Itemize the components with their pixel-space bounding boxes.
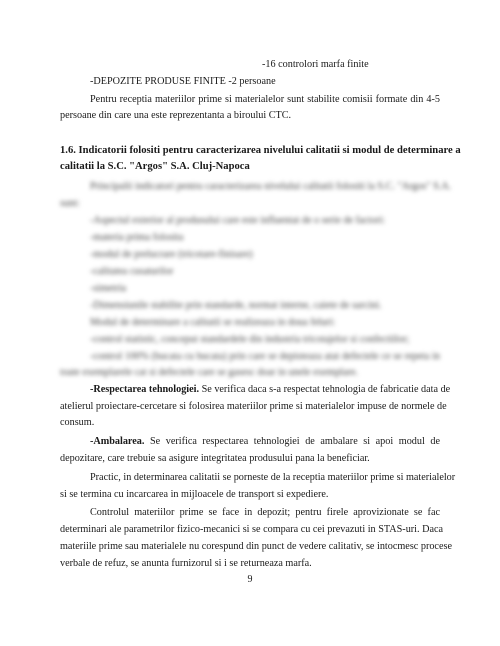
blurred-line: sunt: xyxy=(60,198,80,209)
tehnologie-rest: Se verifica daca s-a respectat tehnologia de fabricatie data de xyxy=(199,384,451,395)
ambalare-rest: Se verifica respectarea tehnologiei de ambalare si apoi modul de xyxy=(144,436,440,447)
practic-line-2: si se termina cu incarcarea in mijloacele de transport si expediere. xyxy=(60,489,329,500)
control-line-1: Controlul materiilor prime se face in depozit; pentru firele aprovizionate se fac xyxy=(90,507,440,518)
blurred-line: -calitatea cusaturilor xyxy=(90,266,174,277)
blurred-line: -materia prima folosita xyxy=(90,232,184,243)
blurred-line: -Dimensiunile stabilite prin standarde, normat interne, caiete de sarcini. xyxy=(90,300,382,311)
receptie-line-1: Pentru receptia materiilor prime si materialelor sunt stabilite comisii formate din 4-5 xyxy=(90,94,440,105)
blurred-line: Modul de determinare a calitatii se realizeaza in doua feluri: xyxy=(90,317,336,328)
control-line-3: materiile prime sau materialele nu corespund din punct de vedere calitativ, se intocmesc procese xyxy=(60,541,452,552)
depozite-line: -DEPOZITE PRODUSE FINITE -2 persoane xyxy=(90,76,276,87)
section-heading-line-2: calitatii la S.C. "Argos" S.A. Cluj-Napoca xyxy=(60,161,250,172)
practic-line-1: Practic, in determinarea calitatii se porneste de la receptia materiilor prime si materialelor xyxy=(90,472,456,483)
receptie-line-2: persoane din care una este reprezentanta a biroului CTC. xyxy=(60,110,292,121)
blurred-line: -control statistic, conceput standardele din industria tricotajelor si confectiilor; xyxy=(90,334,410,345)
page-number: 9 xyxy=(247,574,253,585)
blurred-line: toate exemplarele cat si defectele care se gasesc doar in unele exemplare. xyxy=(60,367,359,378)
control-line-2: determinari ale parametrilor fizico-mecanici si se compara cu cei prevazuti in STAS-uri. Daca xyxy=(60,524,444,535)
ambalare-line-1 xyxy=(90,435,440,448)
tehnologie-line-2: atelierul proiectare-cercetare si folosirea materiilor prime si materialelor impuse de normele de xyxy=(60,401,447,412)
blurred-line: -Aspectul exterior al produsului care este influentat de o serie de factori: xyxy=(90,215,386,226)
blurred-line: -simetria xyxy=(90,283,127,294)
tehnologie-lead: -Respectarea tehnologiei. xyxy=(90,384,200,395)
ambalare-line-2: depozitare, care trebuie sa asigure integritatea produsului pana la beneficiar. xyxy=(60,453,370,464)
control-line-4: verbale de refuz, se anunta furnizorul si i se returneaza marfa. xyxy=(60,558,312,569)
blurred-line: -control 100% (bucata cu bucata) prin care se depisteaza atat defectele ce se repeta in xyxy=(90,351,440,362)
tehnologie-line-3: consum. xyxy=(60,417,95,428)
blurred-line: Principalii indicatori pentru caracterizarea nivelului calitatii folositi la S.C. "Argos" S.A. xyxy=(90,181,452,192)
controllers-line: -16 controlori marfa finite xyxy=(262,59,369,70)
section-heading-line-1: 1.6. Indicatorii folositi pentru caracterizarea nivelului calitatii si modul de determinare a xyxy=(60,145,461,156)
blurred-line: -modul de prelucrare (tricotare-finisare) xyxy=(90,249,253,260)
ambalare-lead: -Ambalarea. xyxy=(90,436,145,447)
tehnologie-line-1 xyxy=(90,383,451,396)
